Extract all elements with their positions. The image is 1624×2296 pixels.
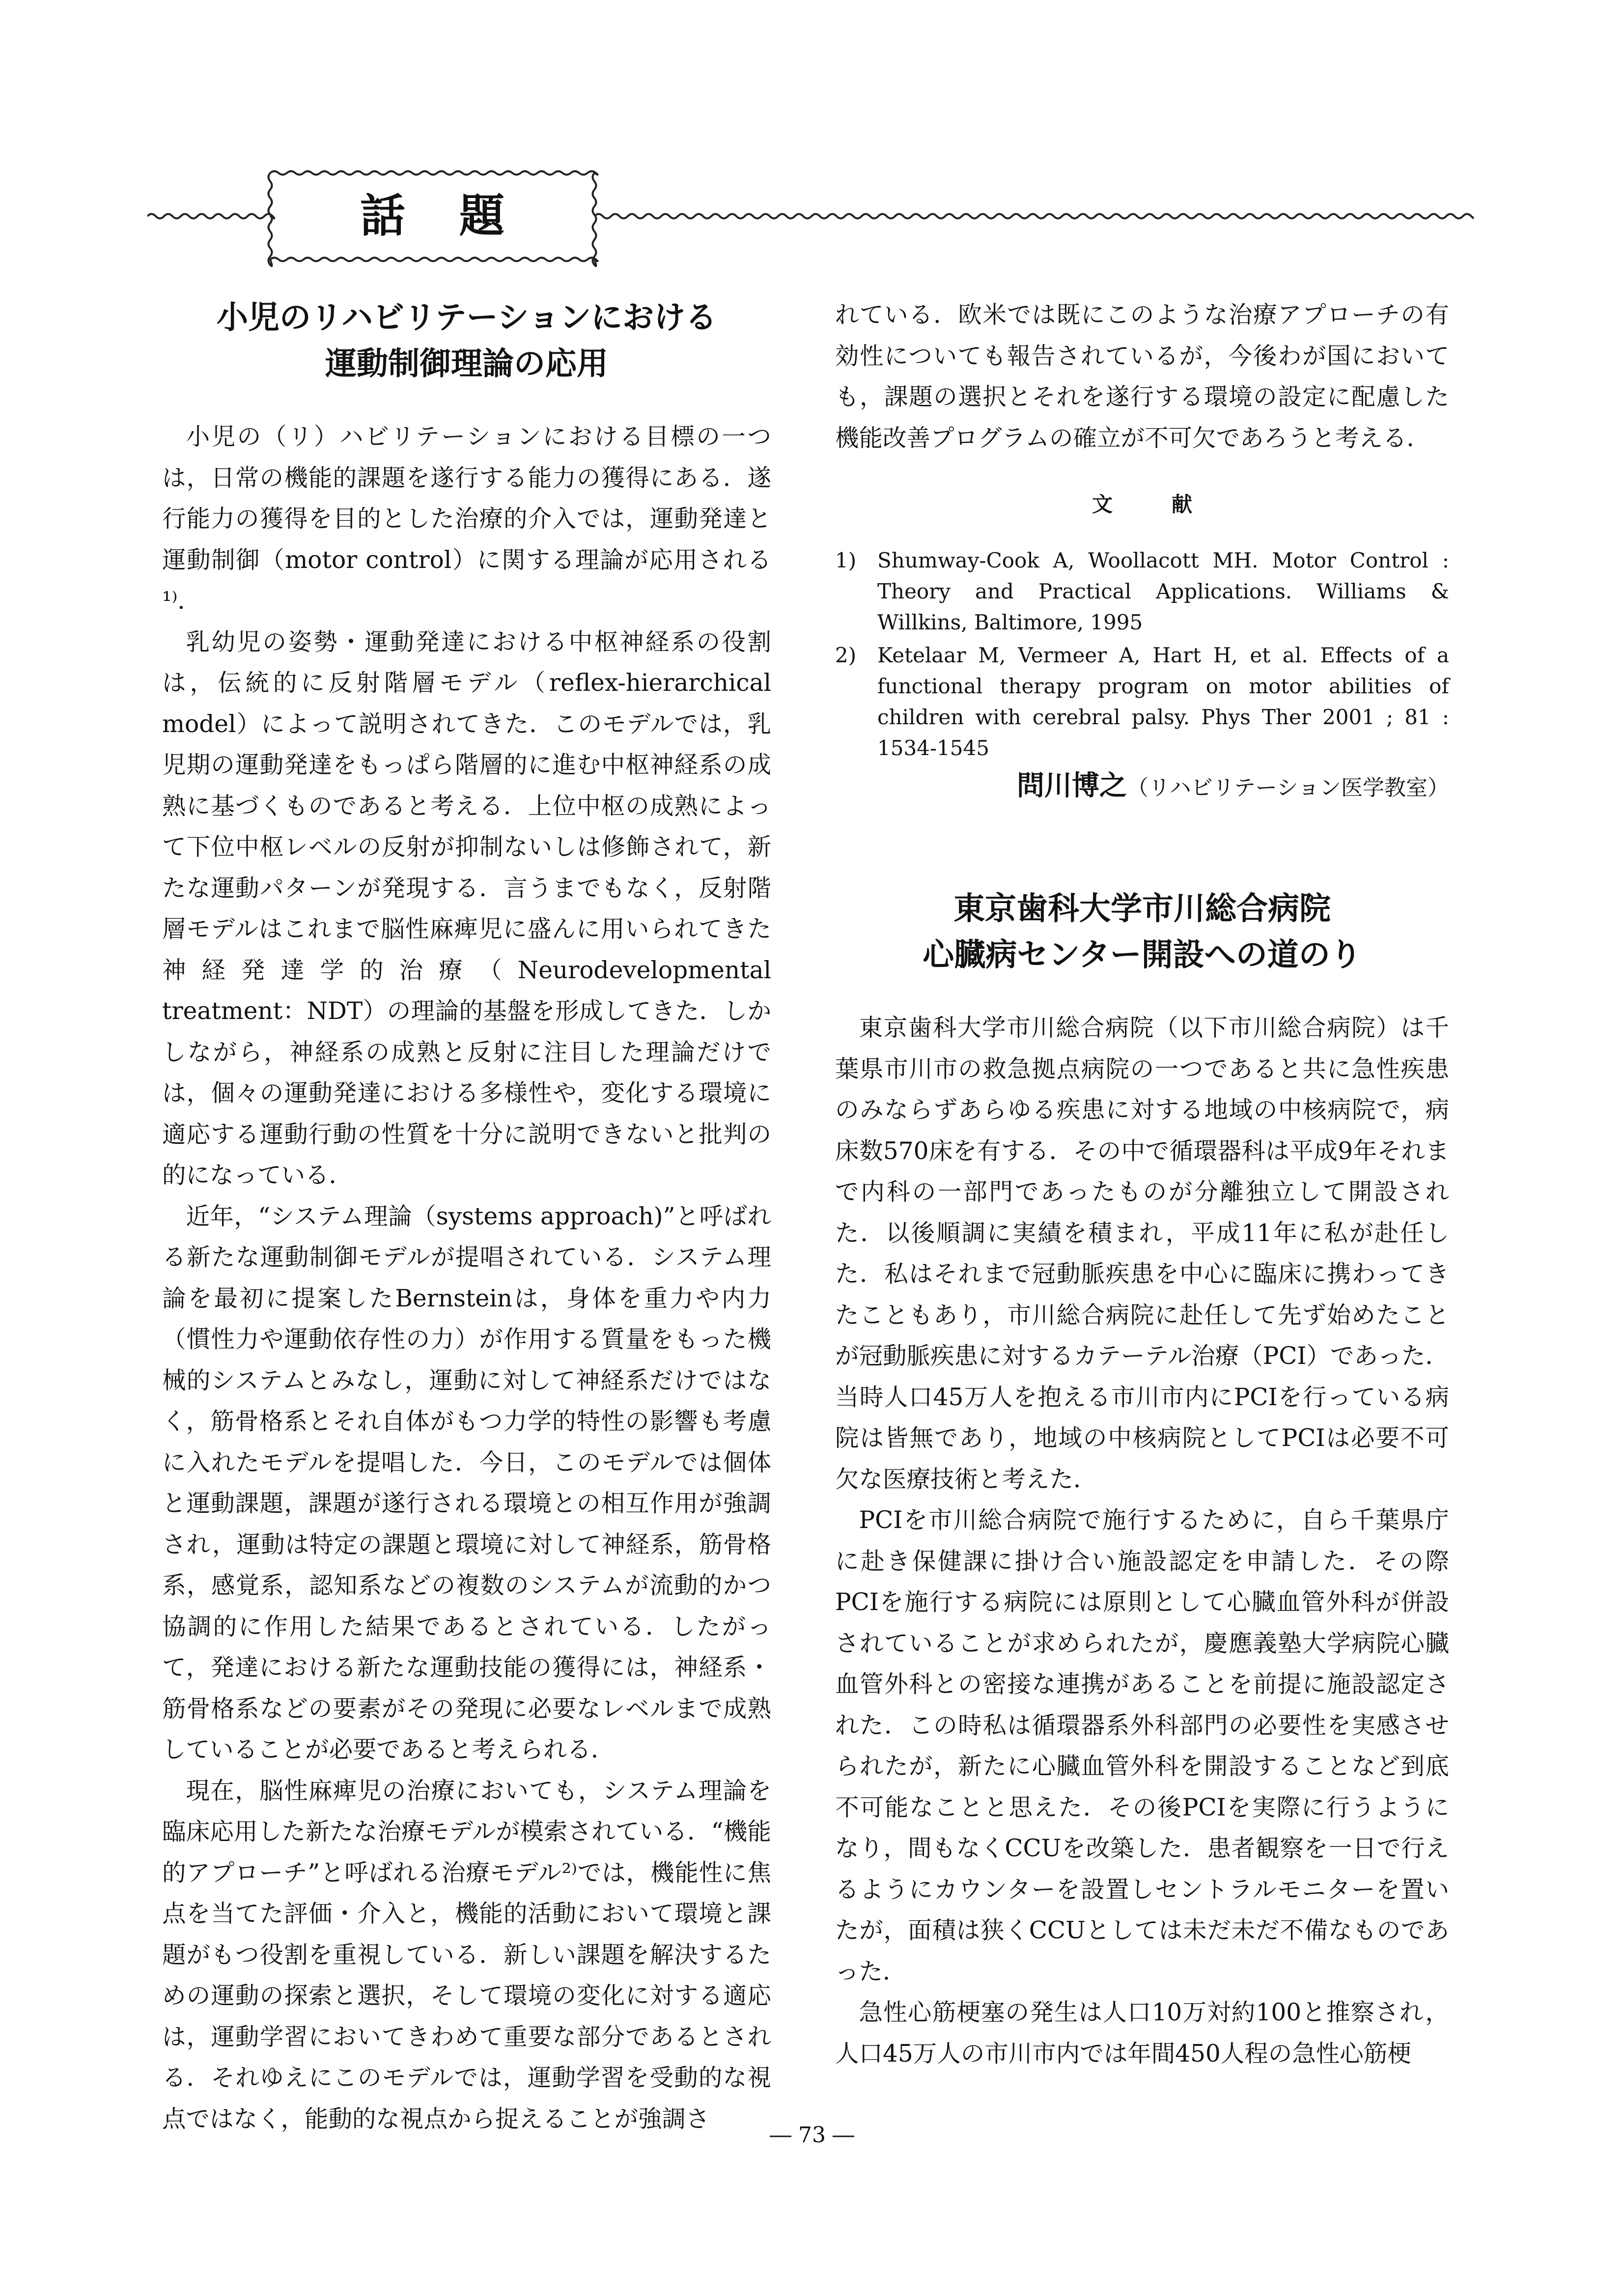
reference-number: 2) <box>835 643 857 667</box>
article-2-paragraph: PCIを市川総合病院で施行するために，自ら千葉県庁に赴き保健課に掛け合い施設認定を申請した．その際PCIを施行する病院には原則として心臓血管外科が併設されていることが求められたが，慶應義塾大学病院心臓血管外科との密接な連携があることを前提に施設認定された．この時私は循環器系外科部門の必要性を実感させられたが，新たに心臓血管外科を開設することなど到底不可能なことと思えた．その後PCIを実際に行うようになり，間もなくCCUを改築した．患者観察を一日で行えるようにカウンターを設置しセントラルモニターを置いたが，面積は狭くCCUとしては未だ未だ不備なものであった． <box>835 1506 1449 1985</box>
reference-text: Ketelaar M, Vermeer A, Hart H, et al. Effects of a functional therapy program on motor abilities of children with cerebral palsy. Phys Ther 2001 ; 81 : 1534-1545 <box>877 643 1449 760</box>
reference-item <box>835 545 1449 638</box>
references-heading: 文献 <box>1092 492 1251 516</box>
reference-item <box>835 640 1449 764</box>
article-2-title-line: 東京歯科大学市川総合病院 <box>953 891 1331 927</box>
article-1-title <box>162 295 771 387</box>
reference-number: 1) <box>835 548 857 572</box>
page-number: ― 73 ― <box>770 2123 854 2148</box>
article-2-title-line: 心臓病センター開設への道のり <box>923 937 1362 973</box>
article-1-title-line: 小児のリハビリテーションにおける <box>216 300 717 336</box>
references-list <box>835 545 1449 764</box>
article-1-paragraph: 現在，脳性麻痺児の治療においても，システム理論を臨床応用した新たな治療モデルが模索されている．“機能的アプローチ”と呼ばれる治療モデル²⁾では，機能性に焦点を当てた評価・介入と，機能的活動において環境と課題がもつ役割を重視している．新しい課題を解決するための運動の探索と選択，そして環境の変化に対する適応は，運動学習においてきわめて重要な部分であるとされる．それゆえにこのモデルでは，運動学習を受動的な視点ではなく，能動的な視点から捉えることが強調さ <box>162 1777 771 2133</box>
article-2-paragraph: 東京歯科大学市川総合病院（以下市川総合病院）は千葉県市川市の救急拠点病院の一つであると共に急性疾患のみならずあらゆる疾患に対する地域の中核病院で，病床数570床を有する．その中で循環器科は平成9年それまで内科の一部門であったものが分離独立して開設された．以後順調に実績を積まれ，平成11年に私が赴任した．私はそれまで冠動脈疾患を中心に臨床に携わってきたこともあり，市川総合病院に赴任して先ず始めたことが冠動脈疾患に対するカテーテル治療（PCI）であった．当時人口45万人を抱える市川市内にPCIを行っている病院は皆無であり，地域の中核病院としてPCIは必要不可欠な医療技術と考えた． <box>835 1014 1449 1493</box>
article-2 <box>835 886 1449 2074</box>
article-1-paragraph: 小児の（リ）ハビリテーションにおける目標の一つは，日常の機能的課題を遂行する能力の獲得にある．遂行能力の獲得を目的とした治療的介入では，運動発達と運動制御（motor control）に関する理論が応用される¹⁾． <box>162 423 771 615</box>
left-column <box>162 295 771 2140</box>
article-1-paragraph: 乳幼児の姿勢・運動発達における中枢神経系の役割は，伝統的に反射階層モデル（reflex-hierarchical model）によって説明されてきた．このモデルでは，乳児期の運動発達をもっぱら階層的に進む中枢神経系の成熟に基づくものであると考える．上位中枢の成熟によって下位中枢レベルの反射が抑制ないしは修飾されて，新たな運動パターンが発現する．言うまでもなく，反射階層モデルはこれまで脳性麻痺児に盛んに用いられてきた神経発達学的治療（Neurodevelopmental treatment：NDT）の理論的基盤を形成してきた．しかしながら，神経系の成熟と反射に注目した理論だけでは，個々の運動発達における多様性や，変化する環境に適応する運動行動の性質を十分に説明できないと批判の的になっている． <box>162 628 771 1189</box>
article-2-paragraph: 急性心筋梗塞の発生は人口10万対約100と推察され，人口45万人の市川市内では年間450人程の急性心筋梗 <box>835 1999 1449 2068</box>
author-name: 問川博之 <box>1016 770 1127 802</box>
right-column <box>835 295 1449 2074</box>
reference-text: Shumway-Cook A, Woollacott MH. Motor Control : Theory and Practical Applications. Williams & Willkins, Baltimore, 1995 <box>877 548 1449 634</box>
article-1-title-line: 運動制御理論の応用 <box>325 346 608 382</box>
section-header <box>147 162 1474 270</box>
section-label: 話題 <box>360 190 559 242</box>
article-1-paragraph: 近年，“システム理論（systems approach)”と呼ばれる新たな運動制御モデルが提唱されている．システム理論を最初に提案したBernsteinは，身体を重力や内力（慣性力や運動依存性の力）が作用する質量をもった機械的システムとみなし，運動に対して神経系だけではなく，筋骨格系とそれ自体がもつ力学的特性の影響も考慮に入れたモデルを提唱した．今日，このモデルでは個体と運動課題，課題が遂行される環境との相互作用が強調され，運動は特定の課題と環境に対して神経系，筋骨格系，感覚系，認知系などの複数のシステムが流動的かつ協調的に作用した結果であるとされている．したがって，発達における新たな運動技能の獲得には，神経系・筋骨格系などの要素がその発現に必要なレベルまで成熟していることが必要であると考えられる． <box>162 1202 771 1763</box>
article-1-author <box>835 766 1449 812</box>
author-affiliation: （リハビリテーション医学教室） <box>1126 775 1449 800</box>
article-1-paragraph-continued: れている．欧米では既にこのような治療アプローチの有効性についても報告されているが，今後わが国においても，課題の選択とそれを遂行する環境の設定に配慮した機能改善プログラムの確立が不可欠であろうと考える． <box>835 301 1449 452</box>
article-2-title <box>835 886 1449 978</box>
